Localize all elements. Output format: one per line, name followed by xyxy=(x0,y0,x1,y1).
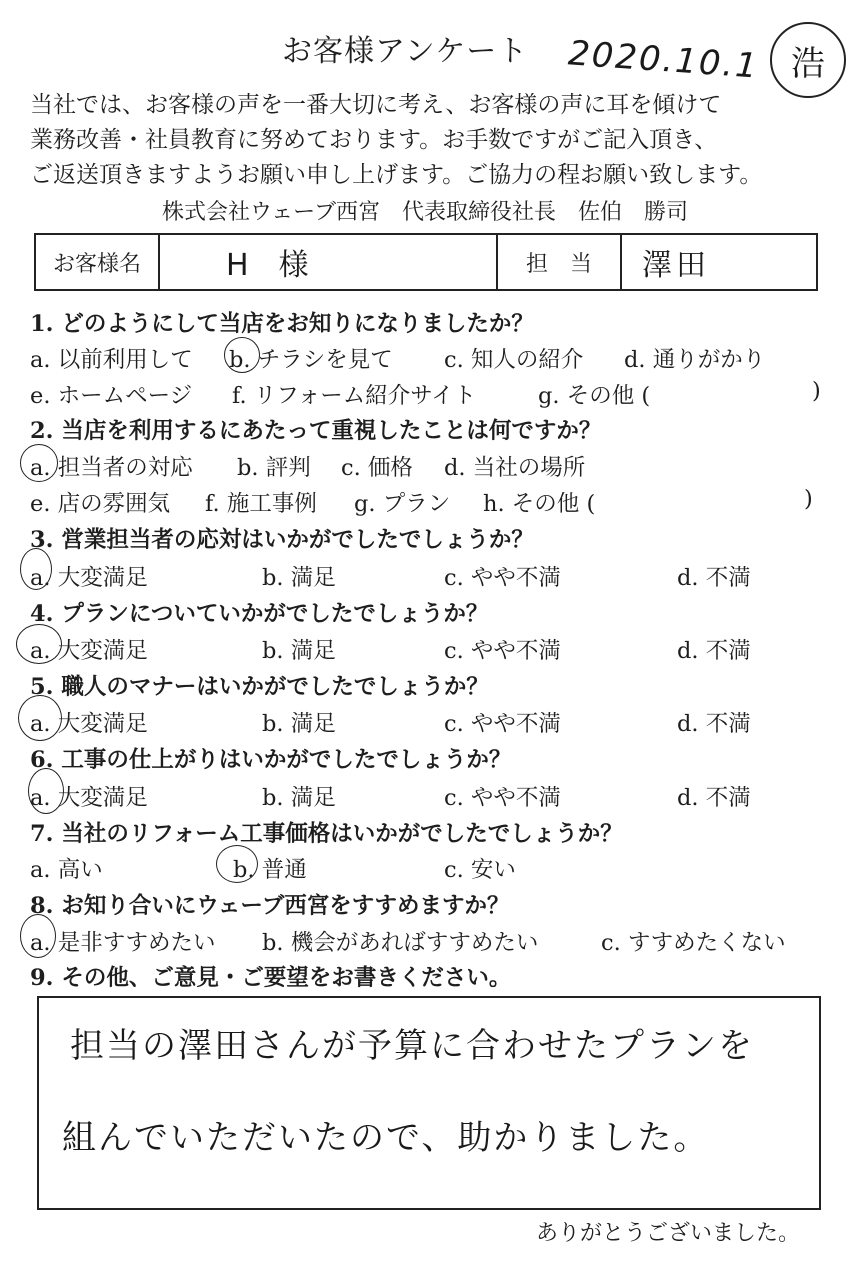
question-5: 5. 職人のマナーはいかがでしたでしょうか？ xyxy=(30,674,489,700)
q2-option-f[interactable]: f. 施工事例 xyxy=(205,491,317,517)
staff-value[interactable]: 澤田 xyxy=(642,248,710,283)
question-7: 7. 当社のリフォーム工事価格はいかがでしたでしょうか？ xyxy=(30,821,623,847)
q3-option-c[interactable]: c. やや不満 xyxy=(444,565,561,591)
q5-option-d[interactable]: d. 不満 xyxy=(677,711,751,737)
q2-option-a[interactable]: a. 担当者の対応 xyxy=(30,455,193,481)
question-4: 4. プランについていかがでしたでしょうか？ xyxy=(30,601,489,627)
q6-option-d[interactable]: d. 不満 xyxy=(677,785,751,811)
q1-selected-circle xyxy=(224,337,260,373)
q2-option-e[interactable]: e. 店の雰囲気 xyxy=(30,491,171,517)
question-6: 6. 工事の仕上がりはいかがでしたでしょうか？ xyxy=(30,747,512,773)
q7-selected-circle xyxy=(216,845,258,883)
q1-other-close-paren: ) xyxy=(812,378,821,404)
q5-option-a[interactable]: a. 大変満足 xyxy=(30,711,148,737)
q8-option-b[interactable]: b. 機会があればすすめたい xyxy=(262,930,539,956)
intro-line-1: 当社では、お客様の声を一番大切に考え、お客様の声に耳を傾けて xyxy=(30,92,722,118)
q1-option-b[interactable]: b. チラシを見て xyxy=(229,347,393,373)
question-2: 2. 当店を利用するにあたって重視したことは何ですか？ xyxy=(30,418,602,444)
q2-selected-circle xyxy=(20,444,58,482)
q2-option-b[interactable]: b. 評判 xyxy=(237,455,311,481)
q2-option-d[interactable]: d. 当社の場所 xyxy=(444,455,586,481)
q4-option-c[interactable]: c. やや不満 xyxy=(444,638,561,664)
survey-title: お客様アンケート xyxy=(282,34,529,69)
handwritten-comment-line-1: 担当の澤田さんが予算に合わせたプランを xyxy=(70,1026,754,1066)
q1-option-d[interactable]: d. 通りがかり xyxy=(624,347,766,373)
company-signature: 株式会社ウェーブ西宮 代表取締役社長 佐伯 勝司 xyxy=(162,200,689,225)
q3-option-d[interactable]: d. 不満 xyxy=(677,565,751,591)
q5-option-b[interactable]: b. 満足 xyxy=(262,711,336,737)
intro-line-2: 業務改善・社員教育に努めております。お手数ですがご記入頂き、 xyxy=(30,127,718,153)
q4-option-b[interactable]: b. 満足 xyxy=(262,638,336,664)
question-3: 3. 営業担当者の応対はいかがでしたでしょうか？ xyxy=(30,527,534,553)
q2-option-h[interactable]: h. その他 ( xyxy=(483,491,596,517)
handwritten-date: 2020.10.1 xyxy=(566,33,761,87)
customer-name-value[interactable]: H 様 xyxy=(158,235,498,289)
customer-name-label: お客様名 xyxy=(36,235,160,289)
question-9: 9. その他、ご意見・ご要望をお書きください。 xyxy=(30,965,512,991)
q2-option-g[interactable]: g. プラン xyxy=(354,491,451,517)
q4-option-d[interactable]: d. 不満 xyxy=(677,638,751,664)
question-1: 1. どのようにして当店をお知りになりましたか？ xyxy=(30,311,534,337)
q5-option-c[interactable]: c. やや不満 xyxy=(444,711,561,737)
intro-line-3: ご返送頂きますようお願い申し上げます。ご協力の程お願い致します。 xyxy=(30,162,763,188)
q7-option-a[interactable]: a. 高い xyxy=(30,857,103,883)
handwritten-comment-line-2: 組んでいただいたので、助かりました。 xyxy=(62,1118,710,1158)
q7-option-c[interactable]: c. 安い xyxy=(444,857,516,883)
q3-option-a[interactable]: a. 大変満足 xyxy=(30,565,148,591)
q6-option-a[interactable]: a. 大変満足 xyxy=(30,785,148,811)
q6-selected-circle xyxy=(28,768,64,814)
q4-option-a[interactable]: a. 大変満足 xyxy=(30,638,148,664)
personal-seal-stamp: 浩 xyxy=(770,22,846,98)
q3-option-b[interactable]: b. 満足 xyxy=(262,565,336,591)
q8-option-c[interactable]: c. すすめたくない xyxy=(601,930,786,956)
question-8: 8. お知り合いにウェーブ西宮をすすめますか？ xyxy=(30,893,510,919)
q6-option-c[interactable]: c. やや不満 xyxy=(444,785,561,811)
q1-option-a[interactable]: a. 以前利用して xyxy=(30,347,193,373)
staff-label: 担 当 xyxy=(498,235,622,289)
q3-selected-circle xyxy=(20,548,52,590)
customer-info-table xyxy=(34,233,818,291)
q7-option-b[interactable]: b. 普通 xyxy=(233,857,307,883)
thanks-footer: ありがとうございました。 xyxy=(536,1221,801,1246)
q1-option-c[interactable]: c. 知人の紹介 xyxy=(444,347,584,373)
q6-option-b[interactable]: b. 満足 xyxy=(262,785,336,811)
q1-option-g[interactable]: g. その他 ( xyxy=(538,383,651,409)
q1-option-f[interactable]: f. リフォーム紹介サイト xyxy=(232,383,477,409)
q4-selected-circle xyxy=(16,624,62,664)
q8-option-a[interactable]: a. 是非すすめたい xyxy=(30,930,216,956)
q2-option-c[interactable]: c. 価格 xyxy=(341,455,413,481)
q2-other-close-paren: ) xyxy=(804,486,813,512)
q1-option-e[interactable]: e. ホームページ xyxy=(30,383,193,409)
q8-selected-circle xyxy=(20,914,56,958)
q5-selected-circle xyxy=(18,695,62,741)
